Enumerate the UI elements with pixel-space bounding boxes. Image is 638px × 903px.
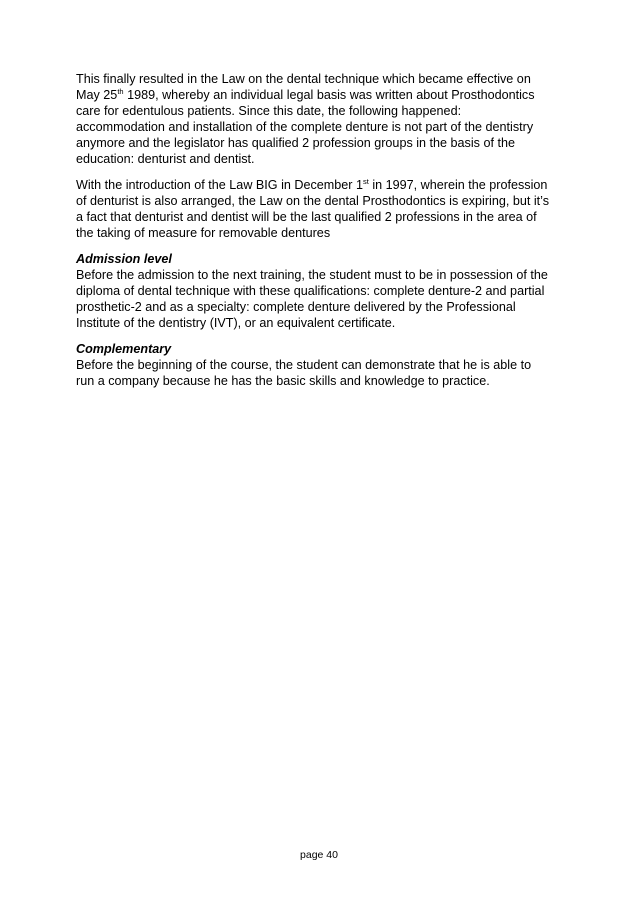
text-fragment: With the introduction of the Law BIG in December 1 bbox=[76, 178, 363, 192]
text-line: run a company because he has the basic skills and knowledge to practice. bbox=[76, 374, 490, 388]
text-line: the taking of measure for removable dentures bbox=[76, 226, 331, 240]
text-line: education: denturist and dentist. bbox=[76, 152, 255, 166]
text-line: diploma of dental technique with these qualifications: complete denture-2 and partial bbox=[76, 284, 545, 298]
superscript: st bbox=[363, 177, 369, 186]
text-fragment: 1989, whereby an individual legal basis was written about Prosthodontics bbox=[123, 88, 535, 102]
text-line: Before the beginning of the course, the student can demonstrate that he is able to bbox=[76, 358, 532, 372]
text-line bbox=[76, 87, 568, 103]
text-line: Institute of the dentistry (IVT), or an equivalent certificate. bbox=[76, 316, 396, 330]
text-line: a fact that denturist and dentist will be the last qualified 2 professions in the area of bbox=[76, 210, 537, 224]
section-admission-level bbox=[76, 251, 568, 331]
text-line: anymore and the legislator has qualified 2 profession groups in the basis of the bbox=[76, 136, 515, 150]
page-number: page 40 bbox=[300, 849, 338, 861]
text-fragment: in 1997, wherein the profession bbox=[368, 178, 548, 192]
section-complementary bbox=[76, 341, 568, 389]
section-heading: Complementary bbox=[76, 342, 172, 356]
text-line bbox=[76, 177, 568, 193]
paragraph-law-big bbox=[76, 177, 568, 241]
text-line: This finally resulted in the Law on the dental technique which became effective on bbox=[76, 72, 531, 86]
document-body bbox=[76, 71, 568, 399]
text-line: accommodation and installation of the complete denture is not part of the dentistry bbox=[76, 120, 534, 134]
text-line: of denturist is also arranged, the Law on the dental Prosthodontics is expiring, but it’s bbox=[76, 194, 550, 208]
text-fragment: May 25 bbox=[76, 88, 118, 102]
section-heading: Admission level bbox=[76, 252, 172, 266]
text-line: care for edentulous patients. Since this date, the following happened: bbox=[76, 104, 462, 118]
superscript: th bbox=[117, 87, 124, 96]
paragraph-law-dental-technique bbox=[76, 71, 568, 167]
text-line: Before the admission to the next training, the student must to be in possession of the bbox=[76, 268, 548, 282]
text-line: prosthetic-2 and as a specialty: complete denture delivered by the Professional bbox=[76, 300, 516, 314]
